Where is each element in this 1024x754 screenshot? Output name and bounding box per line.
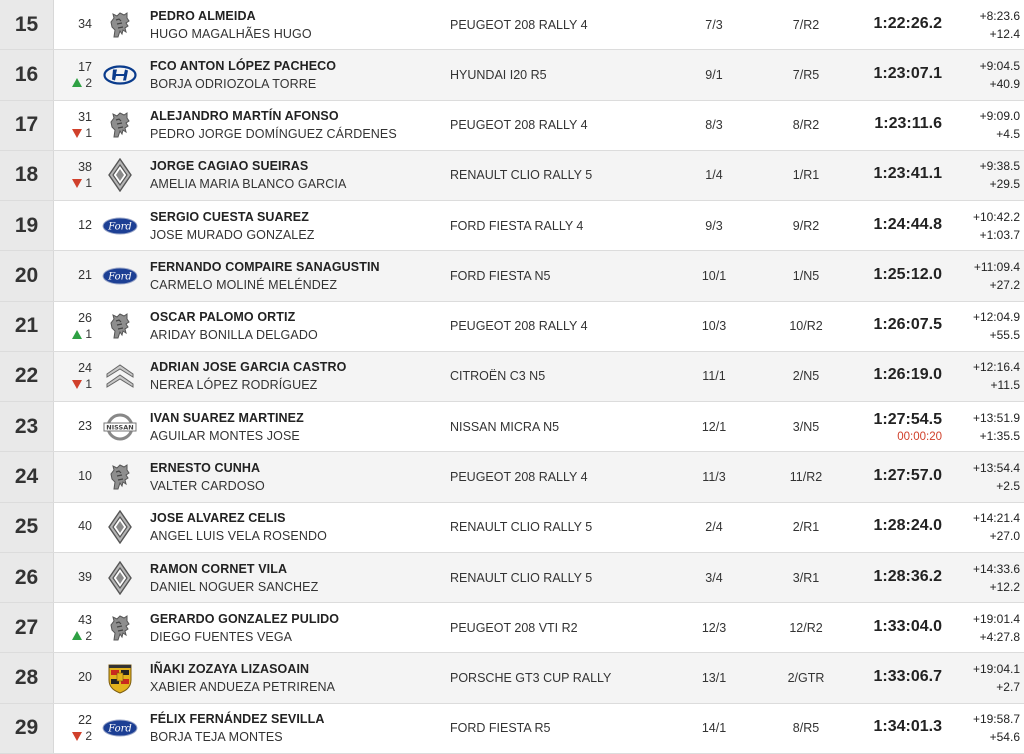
row-body: [54, 704, 1024, 753]
driver-name[interactable]: RAMON CORNET VILA: [150, 561, 288, 576]
position-change: [72, 729, 92, 743]
driver-name[interactable]: FÉLIX FERNÁNDEZ SEVILLA: [150, 712, 325, 727]
driver-name[interactable]: OSCAR PALOMO ORTIZ: [150, 310, 296, 325]
row-body: [54, 503, 1024, 552]
total-time-cell: [834, 467, 942, 487]
row-body: [54, 452, 1024, 501]
position-change: [72, 629, 92, 643]
crew-names: [150, 109, 450, 141]
crew-names: [150, 612, 450, 644]
car-model: NISSAN MICRA N5: [450, 419, 560, 434]
brand-logo: [100, 613, 140, 643]
peugeot-lion-icon: [105, 10, 135, 40]
car-model: PEUGEOT 208 RALLY 4: [450, 118, 588, 133]
category-position: 10/R2: [789, 319, 823, 334]
total-time-cell: [834, 618, 942, 638]
table-row[interactable]: [0, 151, 1024, 201]
crew-names: [150, 511, 450, 543]
car-number: 38: [78, 160, 92, 175]
brand-logo: [100, 217, 140, 235]
total-time: 1:27:57.0: [873, 467, 942, 485]
total-time: 1:28:24.0: [873, 517, 942, 535]
driver-name[interactable]: FERNANDO COMPAIRE SANAGUSTIN: [150, 259, 380, 274]
car-number: 21: [78, 267, 92, 282]
gap-to-leader: +10:42.2: [972, 209, 1020, 224]
peugeot-lion-icon: [105, 613, 135, 643]
gap-cell: [950, 461, 1020, 493]
position-change: [72, 176, 92, 190]
total-time-cell: [834, 568, 942, 588]
brand-logo: [100, 311, 140, 341]
driver-name[interactable]: PEDRO ALMEIDA: [150, 8, 256, 23]
position-number: 16: [0, 50, 54, 99]
position-change-value: 1: [85, 126, 92, 141]
penalty-time: 00:00:20: [897, 430, 942, 443]
category-position: 11/R2: [789, 470, 823, 485]
gap-to-previous: +55.5: [989, 328, 1020, 343]
brand-logo: [100, 662, 140, 694]
arrow-up-icon: [72, 330, 82, 339]
car-model: CITROËN C3 N5: [450, 369, 546, 384]
gap-cell: [950, 511, 1020, 543]
crew-names: [150, 159, 450, 191]
gap-to-previous: +4:27.8: [979, 629, 1020, 644]
hyundai-logo-icon: [103, 65, 137, 85]
table-row[interactable]: [0, 603, 1024, 653]
category-position: 3/N5: [792, 419, 820, 434]
crew-names: [150, 562, 450, 594]
renault-diamond-icon: [107, 158, 133, 192]
total-time-cell: [834, 718, 942, 738]
brand-logo: [100, 719, 140, 737]
category-position: 7/R5: [792, 67, 820, 82]
table-row[interactable]: [0, 201, 1024, 251]
brand-logo: [100, 561, 140, 595]
car-number: 40: [78, 519, 92, 534]
car-number: 43: [78, 612, 92, 627]
position-number: 25: [0, 503, 54, 552]
arrow-down-icon: [72, 179, 82, 188]
car-number-cell: [54, 361, 92, 391]
gap-to-leader: +11:09.4: [973, 259, 1020, 274]
gap-to-leader: +14:21.4: [972, 511, 1020, 526]
gap-cell: [950, 260, 1020, 292]
category-position: 8/R5: [792, 721, 820, 736]
codriver-name[interactable]: DANIEL NOGUER SANCHEZ: [150, 579, 319, 594]
car-model: RENAULT CLIO RALLY 5: [450, 520, 593, 535]
car-number: 12: [78, 217, 92, 232]
position-number: 28: [0, 653, 54, 702]
crew-names: [150, 210, 450, 242]
car-number-cell: [54, 419, 92, 435]
category-position: 9/R2: [792, 218, 820, 233]
row-body: [54, 402, 1024, 451]
car-number: 39: [78, 569, 92, 584]
position-number: 20: [0, 251, 54, 300]
position-number: 29: [0, 704, 54, 753]
gap-to-previous: +12.2: [989, 579, 1020, 594]
table-row[interactable]: [0, 653, 1024, 703]
position-change-value: 2: [85, 628, 92, 643]
total-time: 1:33:04.0: [873, 617, 942, 635]
codriver-name[interactable]: NEREA LÓPEZ RODRÍGUEZ: [150, 378, 318, 393]
row-body: [54, 251, 1024, 300]
table-row[interactable]: [0, 553, 1024, 603]
total-time: 1:23:07.1: [873, 64, 942, 82]
gap-to-previous: +54.6: [989, 730, 1020, 745]
class-position: 12/3: [701, 620, 727, 635]
row-body: [54, 302, 1024, 351]
class-position: 14/1: [701, 721, 727, 736]
category-position: 7/R2: [792, 17, 820, 32]
arrow-down-icon: [72, 380, 82, 389]
total-time: 1:34:01.3: [873, 718, 942, 736]
row-body: [54, 151, 1024, 200]
category-position: 2/R1: [792, 520, 820, 535]
peugeot-lion-icon: [105, 110, 135, 140]
codriver-name[interactable]: ARIDAY BONILLA DELGADO: [150, 328, 318, 343]
position-change-value: 1: [85, 327, 92, 342]
table-row[interactable]: [0, 452, 1024, 502]
class-position: 9/3: [705, 218, 723, 233]
total-time: 1:24:44.8: [873, 215, 942, 233]
citroen-chevrons-icon: [103, 361, 137, 391]
car-number: 26: [78, 311, 92, 326]
brand-logo: [100, 411, 140, 443]
gap-cell: [950, 411, 1020, 443]
car-model: PEUGEOT 208 VTI R2: [450, 620, 578, 635]
class-position: 9/1: [705, 67, 723, 82]
gap-to-previous: +12.4: [989, 26, 1020, 41]
svg-text:Ford: Ford: [108, 723, 132, 735]
category-position: 3/R1: [792, 570, 820, 585]
renault-diamond-icon: [107, 561, 133, 595]
car-model: FORD FIESTA N5: [450, 268, 551, 283]
car-number: 31: [78, 110, 92, 125]
crew-names: [150, 461, 450, 493]
gap-to-previous: +27.2: [989, 277, 1020, 292]
gap-to-leader: +9:04.5: [979, 58, 1020, 73]
codriver-name[interactable]: BORJA ODRIOZOLA TORRE: [150, 76, 317, 91]
brand-logo: [100, 158, 140, 192]
car-number-cell: [54, 613, 92, 643]
row-body: [54, 101, 1024, 150]
codriver-name[interactable]: HUGO MAGALHÃES HUGO: [150, 26, 312, 41]
driver-name[interactable]: ALEJANDRO MARTÍN AFONSO: [150, 109, 339, 124]
position-change-value: 2: [85, 729, 92, 744]
codriver-name[interactable]: JOSE MURADO GONZALEZ: [150, 227, 315, 242]
car-number-cell: [54, 218, 92, 234]
crew-names: [150, 310, 450, 342]
total-time-cell: [834, 366, 942, 386]
total-time-cell: [834, 65, 942, 85]
gap-to-previous: +40.9: [989, 76, 1020, 91]
position-change: [72, 76, 92, 90]
total-time: 1:23:41.1: [873, 165, 942, 183]
gap-cell: [950, 310, 1020, 342]
gap-cell: [950, 159, 1020, 191]
total-time-cell: [834, 668, 942, 688]
row-body: [54, 50, 1024, 99]
total-time: 1:33:06.7: [873, 668, 942, 686]
gap-cell: [950, 562, 1020, 594]
car-number-cell: [54, 110, 92, 140]
car-model: PEUGEOT 208 RALLY 4: [450, 17, 588, 32]
class-position: 10/1: [701, 268, 727, 283]
position-number: 26: [0, 553, 54, 602]
total-time-cell: [834, 517, 942, 537]
svg-text:Ford: Ford: [108, 271, 132, 283]
gap-to-leader: +19:04.1: [972, 662, 1020, 677]
gap-to-leader: +12:04.9: [972, 310, 1020, 325]
peugeot-lion-icon: [105, 311, 135, 341]
category-position: 1/N5: [792, 268, 820, 283]
gap-to-previous: +11.5: [990, 378, 1020, 393]
total-time: 1:26:19.0: [873, 366, 942, 384]
gap-to-previous: +27.0: [989, 529, 1020, 544]
total-time: 1:27:54.5: [873, 410, 942, 428]
total-time-cell: [834, 316, 942, 336]
position-number: 27: [0, 603, 54, 652]
category-position: 8/R2: [792, 118, 820, 133]
brand-logo: [100, 510, 140, 544]
gap-to-leader: +13:51.9: [972, 410, 1020, 425]
car-number: 34: [78, 16, 92, 31]
driver-name[interactable]: FCO ANTON LÓPEZ PACHECO: [150, 58, 337, 73]
arrow-up-icon: [72, 78, 82, 87]
car-number-cell: [54, 570, 92, 586]
car-model: PEUGEOT 208 RALLY 4: [450, 319, 588, 334]
row-body: [54, 0, 1024, 49]
codriver-name[interactable]: BORJA TEJA MONTES: [150, 730, 283, 745]
crew-names: [150, 9, 450, 41]
table-row[interactable]: [0, 50, 1024, 100]
car-number-cell: [54, 60, 92, 90]
category-position: 2/GTR: [787, 671, 825, 686]
gap-cell: [950, 712, 1020, 744]
category-position: 2/N5: [792, 369, 820, 384]
position-change-value: 1: [85, 176, 92, 191]
codriver-name[interactable]: AGUILAR MONTES JOSE: [150, 428, 300, 443]
ford-oval-icon: [102, 719, 138, 737]
car-number: 23: [78, 418, 92, 433]
position-number: 15: [0, 0, 54, 49]
table-row[interactable]: [0, 251, 1024, 301]
brand-logo: [100, 267, 140, 285]
table-row[interactable]: [0, 101, 1024, 151]
table-row[interactable]: [0, 0, 1024, 50]
gap-to-previous: +4.5: [996, 127, 1020, 142]
crew-names: [150, 260, 450, 292]
codriver-name[interactable]: DIEGO FUENTES VEGA: [150, 629, 293, 644]
driver-name[interactable]: IÑAKI ZOZAYA LIZASOAIN: [150, 662, 310, 677]
gap-to-leader: +8:23.6: [979, 8, 1020, 23]
gap-to-previous: +2.5: [996, 479, 1020, 494]
gap-to-leader: +19:58.7: [972, 712, 1020, 727]
position-number: 19: [0, 201, 54, 250]
codriver-name[interactable]: ANGEL LUIS VELA ROSENDO: [150, 529, 327, 544]
gap-to-leader: +9:38.5: [979, 159, 1020, 174]
peugeot-lion-icon: [105, 462, 135, 492]
gap-cell: [950, 612, 1020, 644]
brand-logo: [100, 361, 140, 391]
car-number-cell: [54, 713, 92, 743]
row-body: [54, 553, 1024, 602]
table-row[interactable]: [0, 402, 1024, 452]
gap-to-leader: +13:54.4: [972, 461, 1020, 476]
gap-to-previous: +2.7: [996, 680, 1020, 695]
row-body: [54, 653, 1024, 702]
gap-cell: [950, 59, 1020, 91]
table-row[interactable]: [0, 352, 1024, 402]
car-number: 20: [78, 670, 92, 685]
class-position: 11/3: [702, 470, 726, 485]
driver-name[interactable]: GERARDO GONZALEZ PULIDO: [150, 611, 340, 626]
car-number-cell: [54, 160, 92, 190]
driver-name[interactable]: ERNESTO CUNHA: [150, 461, 261, 476]
car-model: FORD FIESTA RALLY 4: [450, 218, 584, 233]
row-body: [54, 201, 1024, 250]
position-number: 18: [0, 151, 54, 200]
total-time: 1:25:12.0: [873, 265, 942, 283]
total-time-cell: [834, 15, 942, 35]
crew-names: [150, 360, 450, 392]
position-change: [72, 126, 92, 140]
row-body: [54, 603, 1024, 652]
car-model: RENAULT CLIO RALLY 5: [450, 168, 593, 183]
nissan-logo-icon: [103, 411, 137, 443]
position-change: [72, 377, 92, 391]
gap-to-previous: +29.5: [989, 177, 1020, 192]
codriver-name[interactable]: CARMELO MOLINÉ MELÉNDEZ: [150, 277, 338, 292]
gap-to-previous: +1:03.7: [979, 227, 1020, 242]
table-row[interactable]: [0, 302, 1024, 352]
codriver-name[interactable]: AMELIA MARIA BLANCO GARCIA: [150, 177, 347, 192]
position-change: [72, 327, 92, 341]
total-time: 1:26:07.5: [873, 316, 942, 334]
gap-cell: [950, 210, 1020, 242]
driver-name[interactable]: JORGE CAGIAO SUEIRAS: [150, 159, 309, 174]
crew-names: [150, 662, 450, 694]
car-model: PEUGEOT 208 RALLY 4: [450, 470, 588, 485]
svg-text:Ford: Ford: [108, 221, 132, 233]
position-change-value: 1: [85, 377, 92, 392]
class-position: 12/1: [701, 419, 727, 434]
table-row[interactable]: [0, 503, 1024, 553]
position-change-value: 2: [85, 75, 92, 90]
total-time-cell: [834, 165, 942, 185]
class-position: 10/3: [701, 319, 727, 334]
driver-name[interactable]: IVAN SUAREZ MARTINEZ: [150, 410, 304, 425]
gap-to-leader: +19:01.4: [972, 611, 1020, 626]
gap-to-previous: +1:35.5: [979, 428, 1020, 443]
arrow-down-icon: [72, 732, 82, 741]
car-number: 17: [78, 59, 92, 74]
gap-to-leader: +9:09.0: [979, 109, 1020, 124]
car-model: PORSCHE GT3 CUP RALLY: [450, 671, 612, 686]
porsche-crest-icon: [107, 662, 133, 694]
car-model: HYUNDAI I20 R5: [450, 67, 547, 82]
driver-name[interactable]: ADRIAN JOSE GARCIA CASTRO: [150, 360, 347, 375]
gap-to-leader: +14:33.6: [972, 561, 1020, 576]
arrow-down-icon: [72, 129, 82, 138]
crew-names: [150, 411, 450, 443]
class-position: 11/1: [702, 369, 726, 384]
brand-logo: [100, 10, 140, 40]
car-number-cell: [54, 469, 92, 485]
total-time: 1:28:36.2: [873, 567, 942, 585]
position-number: 21: [0, 302, 54, 351]
position-number: 22: [0, 352, 54, 401]
class-position: 7/3: [705, 17, 723, 32]
class-position: 3/4: [705, 570, 723, 585]
renault-diamond-icon: [107, 510, 133, 544]
brand-logo: [100, 65, 140, 85]
ford-oval-icon: [102, 217, 138, 235]
svg-text:NISSAN: NISSAN: [106, 423, 134, 432]
car-number-cell: [54, 17, 92, 33]
category-position: 12/R2: [789, 620, 823, 635]
car-number-cell: [54, 311, 92, 341]
car-model: FORD FIESTA R5: [450, 721, 551, 736]
car-number-cell: [54, 519, 92, 535]
codriver-name[interactable]: XABIER ANDUEZA PETRIRENA: [150, 680, 336, 695]
car-number: 24: [78, 361, 92, 376]
driver-name[interactable]: SERGIO CUESTA SUAREZ: [150, 209, 309, 224]
total-time-cell: [834, 216, 942, 236]
codriver-name[interactable]: PEDRO JORGE DOMÍNGUEZ CÁRDENES: [150, 127, 397, 142]
gap-cell: [950, 9, 1020, 41]
gap-cell: [950, 662, 1020, 694]
total-time-cell: [834, 411, 942, 443]
car-number-cell: [54, 268, 92, 284]
car-model: RENAULT CLIO RALLY 5: [450, 570, 593, 585]
arrow-up-icon: [72, 631, 82, 640]
class-position: 1/4: [705, 168, 723, 183]
car-number: 22: [78, 713, 92, 728]
total-time: 1:23:11.6: [874, 115, 942, 133]
table-row[interactable]: [0, 704, 1024, 754]
class-position: 8/3: [705, 118, 723, 133]
gap-cell: [950, 109, 1020, 141]
position-number: 23: [0, 402, 54, 451]
total-time-cell: [834, 115, 942, 135]
car-number-cell: [54, 670, 92, 686]
row-body: [54, 352, 1024, 401]
gap-cell: [950, 360, 1020, 392]
crew-names: [150, 712, 450, 744]
car-number: 10: [78, 469, 92, 484]
position-number: 17: [0, 101, 54, 150]
category-position: 1/R1: [792, 168, 820, 183]
crew-names: [150, 59, 450, 91]
class-position: 13/1: [701, 671, 727, 686]
class-position: 2/4: [705, 520, 723, 535]
total-time-cell: [834, 266, 942, 286]
total-time: 1:22:26.2: [873, 14, 942, 32]
brand-logo: [100, 110, 140, 140]
driver-name[interactable]: JOSE ALVAREZ CELIS: [150, 511, 286, 526]
position-number: 24: [0, 452, 54, 501]
codriver-name[interactable]: VALTER CARDOSO: [150, 479, 265, 494]
brand-logo: [100, 462, 140, 492]
gap-to-leader: +12:16.4: [972, 360, 1020, 375]
ford-oval-icon: [102, 267, 138, 285]
